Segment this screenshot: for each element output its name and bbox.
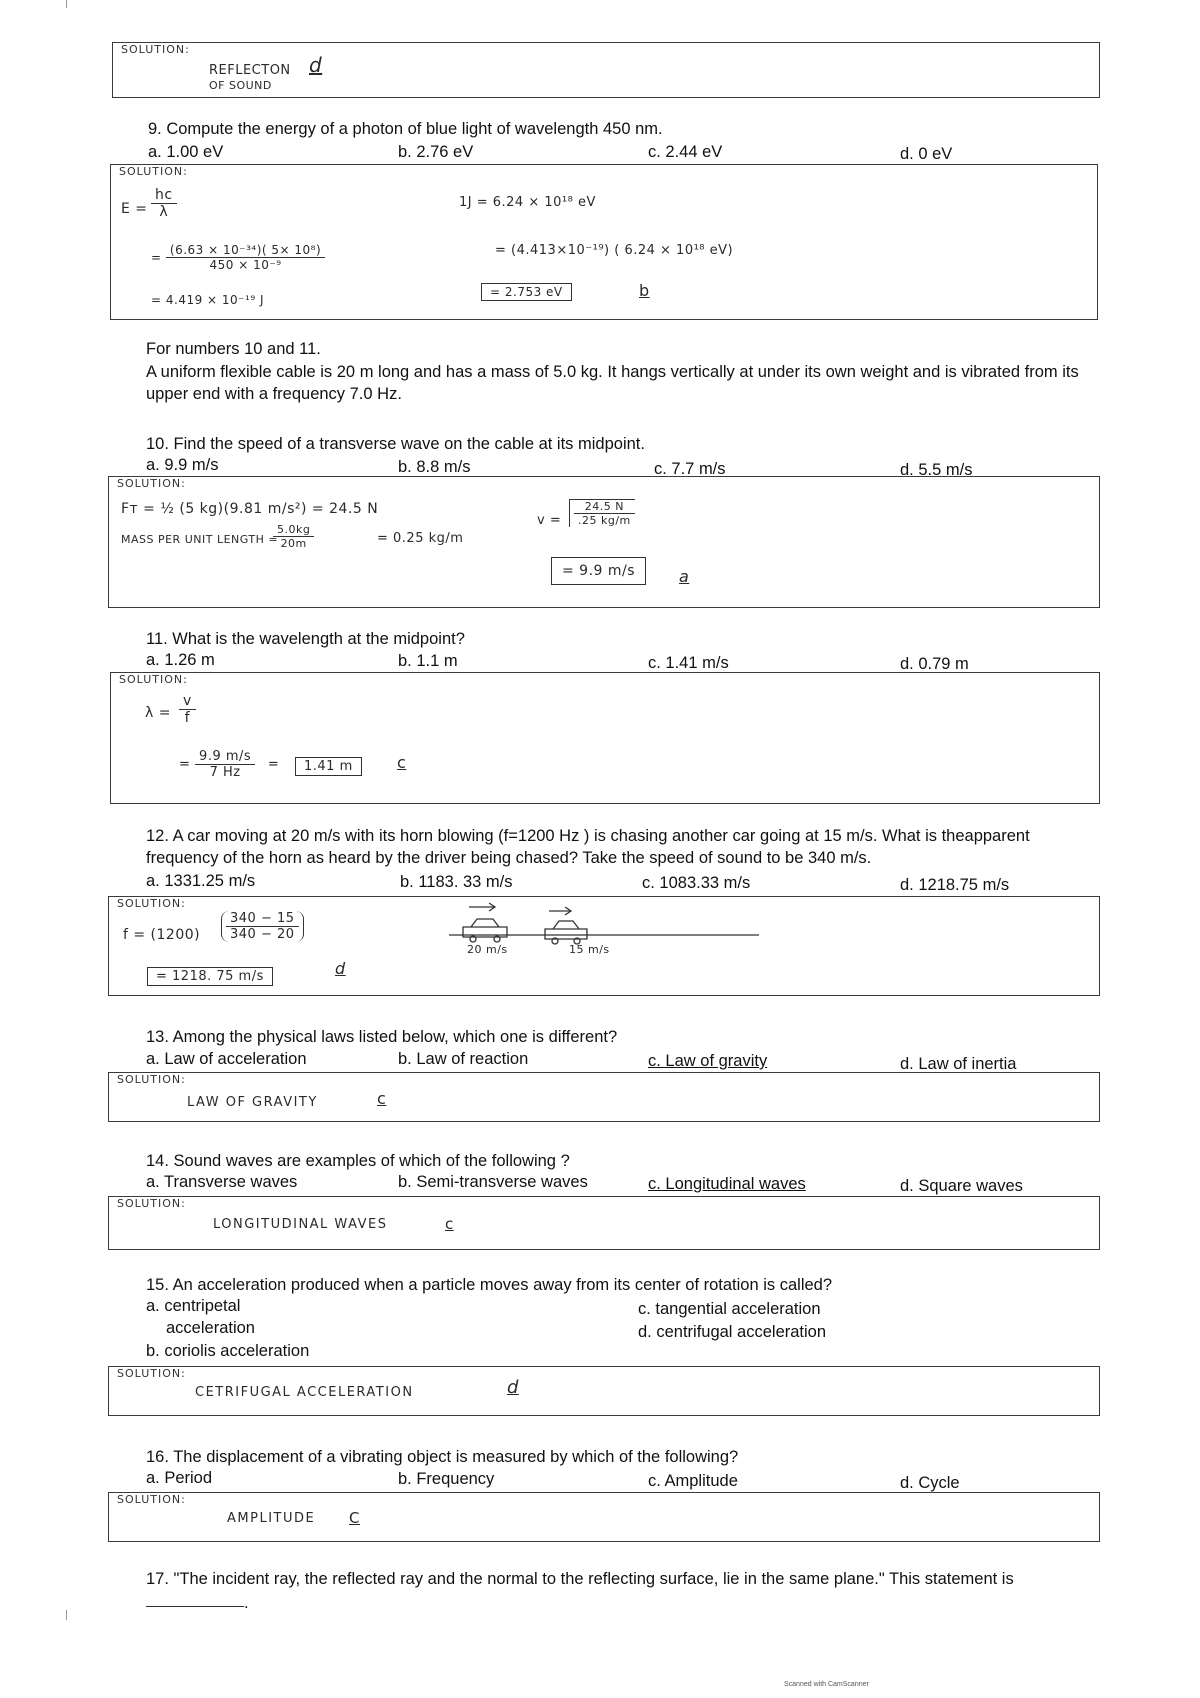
car1-speed-label: 20 m/s — [467, 943, 508, 956]
fraction-denominator: 450 × 10⁻⁹ — [209, 258, 282, 272]
option-12d: d. 1218.75 m/s — [900, 876, 1010, 894]
option-10d: d. 5.5 m/s — [900, 461, 973, 479]
option-12c: c. 1083.33 m/s — [642, 874, 751, 892]
option-14b: b. Semi-transverse waves — [398, 1173, 588, 1191]
wavelength-fraction — [179, 693, 196, 726]
fraction-numerator: 340 − 15 — [226, 911, 299, 927]
handwritten-answer-letter: a — [679, 567, 690, 586]
solution-label: SOLUTION: — [119, 673, 188, 686]
option-15b: b. coriolis acceleration — [146, 1342, 310, 1360]
solution-label: SOLUTION: — [117, 1073, 186, 1086]
option-14a: a. Transverse waves — [146, 1173, 298, 1191]
question-9: 9. Compute the energy of a photon of blue light of wavelength 450 nm. — [148, 120, 663, 138]
fraction-denominator: λ — [159, 204, 169, 220]
answer-blank — [146, 1606, 244, 1607]
option-13a: a. Law of acceleration — [146, 1050, 307, 1068]
handwritten-answer-letter: d — [507, 1377, 519, 1398]
solution-box-q13 — [108, 1072, 1100, 1122]
handwritten-answer-letter: C — [349, 1509, 360, 1527]
option-9d: d. 0 eV — [900, 145, 953, 163]
solution-box-q11 — [110, 672, 1100, 804]
option-9a: a. 1.00 eV — [148, 143, 224, 161]
option-11c: c. 1.41 m/s — [648, 654, 729, 672]
mass-per-length-result: = 0.25 kg/m — [377, 531, 464, 546]
question-14: 14. Sound waves are examples of which of the following ? — [146, 1152, 570, 1170]
question-16: 16. The displacement of a vibrating object is measured by which of the following? — [146, 1448, 739, 1466]
formula-energy-lhs: E = — [121, 201, 148, 217]
option-13c: c. Law of gravity — [648, 1052, 768, 1070]
passage-intro: For numbers 10 and 11. — [146, 340, 321, 358]
final-answer-box: = 9.9 m/s — [551, 557, 646, 585]
mass-per-length-fraction — [273, 523, 314, 550]
tension-calc: Fт = ½ (5 kg)(9.81 m/s²) = 24.5 N — [121, 501, 379, 517]
handwritten-answer-text-2: OF SOUND — [209, 79, 272, 92]
conversion-calc: = (4.413×10⁻¹⁹) ( 6.24 × 10¹⁸ eV) — [495, 243, 734, 258]
option-12a: a. 1331.25 m/s — [146, 872, 256, 890]
solution-box-q15 — [108, 1366, 1100, 1416]
wavelength-substitution: = $\frac{9.9 m/s}{7 Hz}$ = — [179, 749, 280, 780]
option-16c: c. Amplitude — [648, 1472, 738, 1490]
option-9b: b. 2.76 eV — [398, 143, 474, 161]
solution-label: SOLUTION: — [121, 43, 190, 56]
wavelength-lhs: λ = — [145, 705, 171, 721]
question-12: 12. A car moving at 20 m/s with its horn blowing (f=1200 Hz ) is chasing another car going at 15 m/s. What is theapparent frequency of the horn as heard by the driver being chased? Take the speed of sound to be 340 m/s. — [146, 827, 1030, 867]
passage-text: A uniform flexible cable is 20 m long and has a mass of 5.0 kg. It hangs vertically at under its own weight and is vibrated from its upper end with a frequency 7.0 Hz. — [146, 363, 1079, 403]
solution-box-q16 — [108, 1492, 1100, 1542]
solution-box-q10 — [108, 476, 1100, 608]
option-10b: b. 8.8 m/s — [398, 458, 471, 476]
fraction-numerator: 9.9 m/s — [195, 749, 255, 765]
option-14d: d. Square waves — [900, 1177, 1023, 1195]
option-11d: d. 0.79 m — [900, 655, 969, 673]
option-15d: d. centrifugal acceleration — [638, 1323, 827, 1341]
solution-label: SOLUTION: — [117, 897, 186, 910]
fraction-denominator: 20m — [280, 537, 307, 550]
option-15a-cont: acceleration — [166, 1319, 255, 1337]
solution-label: SOLUTION: — [117, 477, 186, 490]
scanner-watermark: Scanned with CamScanner — [784, 1681, 869, 1688]
energy-result-joules: = 4.419 × 10⁻¹⁹ J — [151, 293, 264, 307]
fraction-denominator: .25 kg/m — [578, 514, 631, 527]
fraction-numerator: hc — [151, 187, 177, 204]
speed-fraction — [569, 499, 635, 527]
option-9c: c. 2.44 eV — [648, 143, 723, 161]
handwritten-answer-text: LONGITUDINAL WAVES — [213, 1217, 388, 1232]
unit-conversion: 1J = 6.24 × 10¹⁸ eV — [459, 195, 596, 210]
handwritten-answer-letter: c — [397, 753, 407, 772]
question-17: 17. "The incident ray, the reflected ray and the normal to the reflecting surface, lie in the same plane." This statement is — [146, 1570, 1014, 1588]
handwritten-answer-letter: d — [335, 959, 346, 978]
option-15c: c. tangential acceleration — [638, 1300, 821, 1318]
speed-lhs: v = — [537, 513, 562, 528]
doppler-fraction — [221, 911, 304, 942]
answer-blank-end: . — [244, 1594, 249, 1612]
solution-box-q9 — [110, 164, 1098, 320]
solution-box-q14 — [108, 1196, 1100, 1250]
option-14c: c. Longitudinal waves — [648, 1175, 806, 1193]
fraction-denominator: f — [184, 710, 191, 726]
scan-mark-bottom — [66, 1610, 67, 1620]
option-10c: c. 7.7 m/s — [654, 460, 726, 478]
option-11b: b. 1.1 m — [398, 652, 458, 670]
option-13d: d. Law of inertia — [900, 1055, 1017, 1073]
option-16d: d. Cycle — [900, 1474, 960, 1492]
handwritten-answer-letter: b — [639, 281, 650, 300]
solution-label: SOLUTION: — [117, 1367, 186, 1380]
formula-substitution: = $\frac{\text{(6.63 × 10⁻³⁴)( 5× 10⁸)}}{\text{450 × 10⁻⁹}}$ — [151, 243, 325, 272]
scan-mark-top — [66, 0, 67, 8]
option-16a: a. Period — [146, 1469, 213, 1487]
handwritten-answer-letter: d — [309, 53, 323, 77]
final-answer-box: = 2.753 eV — [481, 283, 572, 301]
solution-box-q12 — [108, 896, 1100, 996]
fraction-numerator: (6.63 × 10⁻³⁴)( 5× 10⁸) — [166, 243, 325, 258]
mass-per-length-label: MASS PER UNIT LENGTH = — [121, 533, 279, 546]
handwritten-answer-text: CETRIFUGAL ACCELERATION — [195, 1385, 414, 1400]
fraction-numerator: v — [179, 693, 196, 710]
final-answer-box: 1.41 m — [295, 757, 362, 776]
option-11a: a. 1.26 m — [146, 651, 215, 669]
solution-label: SOLUTION: — [119, 165, 188, 178]
handwritten-answer-letter: c — [445, 1215, 454, 1233]
fraction-denominator: 7 Hz — [209, 765, 241, 780]
question-10: 10. Find the speed of a transverse wave on the cable at its midpoint. — [146, 435, 645, 453]
option-12b: b. 1183. 33 m/s — [400, 873, 513, 891]
solution-label: SOLUTION: — [117, 1493, 186, 1506]
question-15: 15. An acceleration produced when a particle moves away from its center of rotation is called? — [146, 1276, 833, 1294]
option-10a: a. 9.9 m/s — [146, 456, 219, 474]
car2-speed-label: 15 m/s — [569, 943, 610, 956]
fraction-numerator: 5.0kg — [273, 523, 314, 537]
fraction-denominator: 340 − 20 — [230, 927, 295, 942]
handwritten-answer-text: LAW OF GRAVITY — [187, 1095, 318, 1110]
handwritten-answer-text: AMPLITUDE — [227, 1511, 316, 1526]
doppler-lhs: f = (1200) — [123, 927, 201, 943]
solution-box-q8 — [112, 42, 1100, 98]
question-11: 11. What is the wavelength at the midpoint? — [146, 630, 465, 648]
option-16b: b. Frequency — [398, 1470, 495, 1488]
option-15a: a. centripetal — [146, 1297, 241, 1315]
final-answer-box: = 1218. 75 m/s — [147, 967, 273, 986]
fraction-numerator: 24.5 N — [574, 500, 635, 514]
handwritten-answer-letter: c — [377, 1089, 387, 1108]
question-13: 13. Among the physical laws listed below, which one is different? — [146, 1028, 618, 1046]
handwritten-answer-text: REFLECTON — [209, 63, 291, 78]
solution-label: SOLUTION: — [117, 1197, 186, 1210]
option-13b: b. Law of reaction — [398, 1050, 529, 1068]
formula-energy-fraction — [151, 187, 177, 220]
